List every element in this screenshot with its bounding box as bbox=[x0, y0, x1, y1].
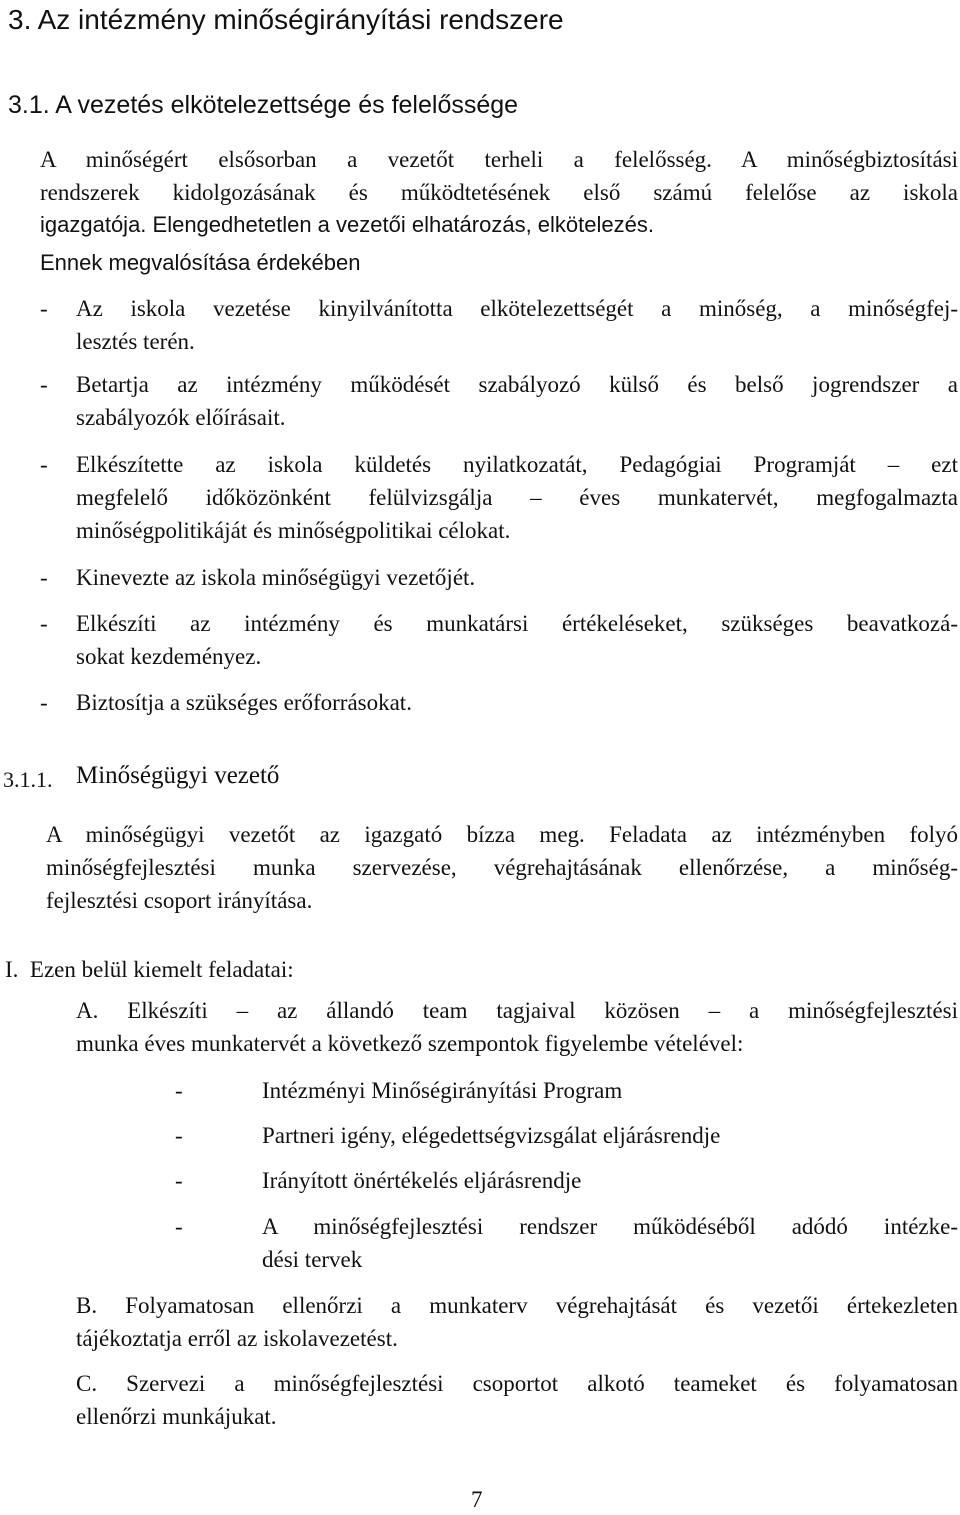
bullet-dash: - bbox=[40, 452, 48, 477]
bullet-item-line: sokat kezdeményez. bbox=[76, 644, 262, 669]
bullet-item-line: Az iskola vezetése kinyilvánította elkötelezettségét a minőség, a minőségfej- bbox=[76, 296, 958, 321]
sub-item-dash: - bbox=[175, 1123, 183, 1148]
paragraph-line: minőségfejlesztési munka szervezése, végrehajtásának ellenőrzése, a minőség- bbox=[46, 855, 958, 880]
task-c-line: ellenőrzi munkájukat. bbox=[76, 1404, 277, 1429]
intro-line: rendszerek kidolgozásának és működtetésének első számú felelőse az iskola bbox=[40, 180, 958, 205]
bullet-dash: - bbox=[40, 296, 48, 321]
bullet-item-line: Betartja az intézmény működését szabályozó külső és belső jogrendszer a bbox=[76, 372, 958, 397]
intro-line: Ennek megvalósítása érdekében bbox=[40, 250, 361, 275]
bullet-item-line: Biztosítja a szükséges erőforrásokat. bbox=[76, 690, 412, 715]
bullet-dash: - bbox=[40, 611, 48, 636]
bullet-item-line: szabályozók előírásait. bbox=[76, 405, 286, 430]
section-i-label: I. Ezen belül kiemelt feladatai: bbox=[5, 957, 294, 982]
bullet-item-line: megfelelő időközönként felülvizsgálja – éves munkatervét, megfogalmazta bbox=[76, 485, 958, 510]
intro-line: igazgatója. Elengedhetetlen a vezetői elhatározás, elkötelezés. bbox=[40, 212, 654, 237]
bullet-item-line: minőségpolitikáját és minőségpolitikai célokat. bbox=[76, 518, 511, 543]
bullet-dash: - bbox=[40, 565, 48, 590]
bullet-dash: - bbox=[40, 690, 48, 715]
page-number: 7 bbox=[471, 1487, 483, 1512]
paragraph-line: fejlesztési csoport irányítása. bbox=[46, 888, 313, 913]
bullet-dash: - bbox=[40, 372, 48, 397]
sub-item-dash: - bbox=[175, 1078, 183, 1103]
bullet-item-line: Elkészítette az iskola küldetés nyilatkozatát, Pedagógiai Programját – ezt bbox=[76, 452, 958, 477]
task-a-line: A. Elkészíti – az állandó team tagjaival közösen – a minőségfejlesztési bbox=[76, 998, 958, 1023]
paragraph-line: A minőségügyi vezetőt az igazgató bízza meg. Feladata az intézményben folyó bbox=[46, 822, 958, 847]
bullet-item-line: lesztés terén. bbox=[76, 329, 195, 354]
section-heading-3-1: 3.1. A vezetés elkötelezettsége és felelőssége bbox=[8, 91, 519, 119]
sub-item-dash: - bbox=[175, 1168, 183, 1193]
sub-item: dési tervek bbox=[262, 1247, 363, 1272]
subsection-title: Minőségügyi vezető bbox=[76, 762, 280, 789]
task-c-line: C. Szervezi a minőségfejlesztési csoportot alkotó teameket és folyamatosan bbox=[76, 1371, 958, 1396]
chapter-heading: 3. Az intézmény minőségirányítási rendszere bbox=[8, 4, 564, 35]
task-b-line: tájékoztatja erről az iskolavezetést. bbox=[76, 1326, 398, 1351]
sub-item: Irányított önértékelés eljárásrendje bbox=[262, 1168, 582, 1193]
intro-line: A minőségért elsősorban a vezetőt terheli a felelősség. A minőségbiztosítási bbox=[40, 147, 958, 172]
task-a-line: munka éves munkatervét a következő szempontok figyelembe vételével: bbox=[76, 1031, 744, 1056]
subsection-number: 3.1.1. bbox=[3, 767, 53, 792]
sub-item-dash: - bbox=[175, 1214, 183, 1239]
sub-item: Intézményi Minőségirányítási Program bbox=[262, 1078, 623, 1103]
sub-item: Partneri igény, elégedettségvizsgálat eljárásrendje bbox=[262, 1123, 721, 1148]
task-b-line: B. Folyamatosan ellenőrzi a munkaterv végrehajtását és vezetői értekezleten bbox=[76, 1293, 958, 1318]
bullet-item-line: Elkészíti az intézmény és munkatársi értékeléseket, szükséges beavatkozá- bbox=[76, 611, 958, 636]
bullet-item-line: Kinevezte az iskola minőségügyi vezetőjét. bbox=[76, 565, 476, 590]
sub-item: A minőségfejlesztési rendszer működéséből adódó intézke- bbox=[262, 1214, 958, 1239]
